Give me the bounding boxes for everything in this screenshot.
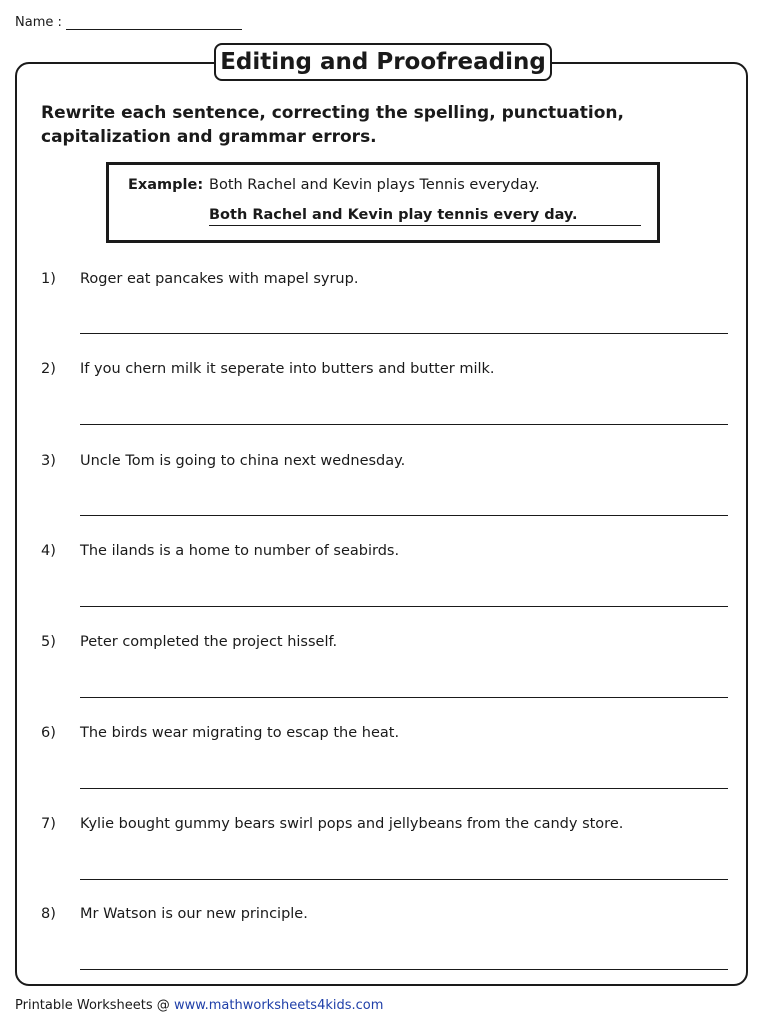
question-text: Peter completed the project hisself.	[80, 634, 338, 650]
answer-line-1[interactable]	[80, 333, 728, 334]
question-text: Kylie bought gummy bears swirl pops and jellybeans from the candy store.	[80, 816, 624, 832]
question-text: Roger eat pancakes with mapel syrup.	[80, 271, 359, 287]
example-box	[106, 162, 660, 243]
question-text: The ilands is a home to number of seabirds.	[80, 543, 400, 559]
question-number: 7)	[41, 816, 56, 832]
question-text: Uncle Tom is going to china next wednesday.	[80, 453, 406, 469]
answer-line-7[interactable]	[80, 879, 728, 880]
question-number: 6)	[41, 725, 56, 741]
question-number: 3)	[41, 453, 56, 469]
name-label: Name :	[15, 15, 62, 30]
answer-line-3[interactable]	[80, 515, 728, 516]
question-text: Mr Watson is our new principle.	[80, 906, 308, 922]
answer-line-4[interactable]	[80, 606, 728, 607]
name-input-line[interactable]	[66, 13, 242, 30]
footer-prefix: Printable Worksheets @	[15, 998, 174, 1013]
question-number: 5)	[41, 634, 56, 650]
answer-line-5[interactable]	[80, 697, 728, 698]
question-number: 1)	[41, 271, 56, 287]
example-label: Example:	[128, 177, 204, 193]
answer-line-8[interactable]	[80, 969, 728, 970]
answer-line-2[interactable]	[80, 424, 728, 425]
question-number: 2)	[41, 361, 56, 377]
worksheet-title: Editing and Proofreading	[214, 43, 552, 81]
question-text: The birds wear migrating to escap the heat.	[80, 725, 400, 741]
question-number: 4)	[41, 543, 56, 559]
example-answer: Both Rachel and Kevin play tennis every day.	[209, 207, 641, 226]
instructions: Rewrite each sentence, correcting the spelling, punctuation, capitalization and grammar errors.	[41, 103, 624, 147]
question-text: If you chern milk it seperate into butters and butter milk.	[80, 361, 495, 377]
footer	[15, 998, 383, 1013]
footer-link[interactable]: www.mathworksheets4kids.com	[173, 998, 384, 1013]
example-sentence: Both Rachel and Kevin plays Tennis everyday.	[209, 177, 540, 193]
name-field-row	[15, 13, 242, 30]
answer-line-6[interactable]	[80, 788, 728, 789]
question-number: 8)	[41, 906, 56, 922]
